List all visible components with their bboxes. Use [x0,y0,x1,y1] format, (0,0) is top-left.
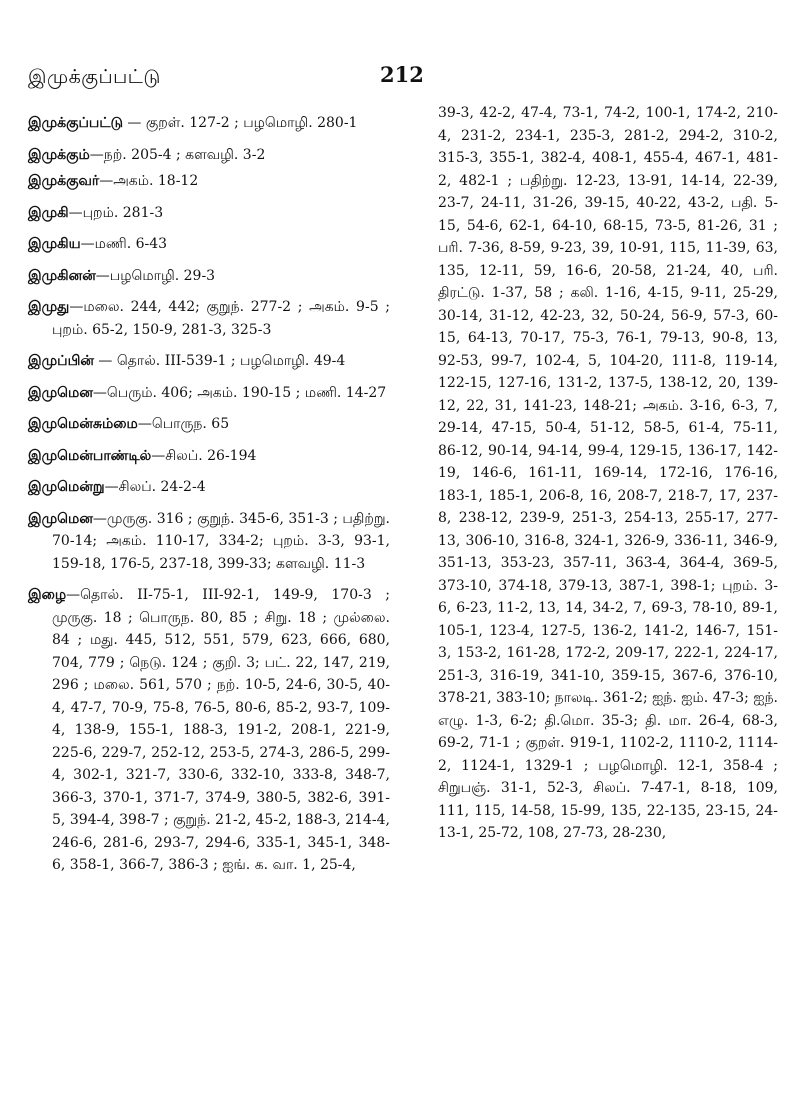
references: —பெரும். 406; அகம். 190-15 ; மணி. 14-27 [92,384,387,401]
left-column [28,112,390,877]
head-word: இமுமென [28,384,93,401]
references: — தொல். III-539-1 ; பழமொழி. 49-4 [93,353,346,369]
head-word: இமுக்கும் [28,146,90,163]
references: —தொல். II-75-1, III-92-1, 149-9, 170-3 ; முருகு. 18 ; பொருந. 80, 85 ; சிறு. 18 ; முல்லை. 84 ; மது. 445, 512, 551, 579, 623, 666, 680, 704, 779 ; நெடு. 124 ; குறி. 3; பட். 22, 147, 219, 296 ; மலை. 561, 570 ; நற். 10-5, 24-6, 30-5, 40-4, 47-7, 70-9, 75-8, 76-5, 80-6, 85-2, 93-7, 109-4, 138-9, 155-1, 188-3, 191-2, 208-1, 221-9, 225-6, 229-7, 252-12, 253-5, 274-3, 286-5, 299-4, 302-1, 321-7, 330-6, 332-10, 333-8, 348-7, 366-3, 370-1, 371-7, 374-9, 380-5, 382-6, 391-5, 394-4, 398-7 ; குறுந். 21-2, 45-2, 188-3, 214-4, 246-6, 281-6, 293-7, 294-6, 335-1, 345-1, 348-6, 358-1, 366-7, 386-3 ; ஐங். க. வா. 1, 25-4, [52,587,390,873]
references: —பழமொழி. 29-3 [95,267,216,284]
page-number: 212 [380,62,424,87]
head-word: இமுப்பின் [28,353,94,369]
index-entry [28,584,390,877]
index-entry [28,296,390,341]
head-word: இமுகி [28,204,69,221]
references: —அகம். 18-12 [99,173,199,189]
index-entry [28,233,390,256]
index-entry [28,170,390,193]
head-word: இமுமென்பாண்டில் [28,447,152,464]
references: —முருகு. 316 ; குறுந். 345-6, 351-3 ; பதிற்று. 70-14; அகம். 110-17, 334-2; புறம். 3-3, 93-1, 159-18, 176-5, 237-18, 399-33; களவழி. 11-3 [52,510,390,572]
right-column [418,102,778,845]
references: —நற். 205-4 ; களவழி. 3-2 [89,146,266,163]
head-word: இமுக்குப்பட்டு [28,115,123,131]
head-word: இமுக்குவர் [28,173,100,189]
head-word: இமுமென்று [28,479,105,495]
references: —புறம். 281-3 [68,204,164,221]
index-entry [28,445,390,468]
index-entry [28,508,390,576]
page-header [28,62,772,102]
head-word: இமுகினன் [28,267,96,284]
references: —பொருந. 65 [137,416,230,432]
head-word: இமுமென [28,510,93,527]
head-word: இமுது [28,299,70,315]
index-entry [28,265,390,288]
index-entry [28,144,390,167]
head-word: இமுமென்சும்மை [28,416,138,432]
index-entry [28,350,390,373]
references: —சிலப். 26-194 [151,447,257,464]
references: —சிலப். 24-2-4 [104,479,206,495]
index-entry [28,413,390,436]
continued-references: 39-3, 42-2, 47-4, 73-1, 74-2, 100-1, 174-2, 210-4, 231-2, 234-1, 235-3, 281-2, 294-2, 310-2, 315-3, 355-1, 382-4, 408-1, 455-4, 467-1, 481-2, 482-1 ; பதிற்று. 12-23, 13-91, 14-14, 22-39, 23-7, 24-11, 31-26, 39-15, 40-22, 43-2, பதி. 5-15, 54-6, 62-1, 64-10, 68-15, 73-5, 81-26, 31 ; பரி. 7-36, 8-59, 9-23, 39, 10-91, 115, 11-39, 63, 135, 12-11, 59, 16-6, 20-58, 21-24, 40, பரி. திரட்டு. 1-37, 58 ; கலி. 1-16, 4-15, 9-11, 25-29, 30-14, 31-12, 42-23, 32, 50-24, 56-9, 57-3, 60-15, 64-13, 70-17, 75-3, 76-1, 79-13, 90-8, 13, 92-53, 99-7, 102-4, 5, 104-20, 111-8, 119-14, 122-15, 127-16, 131-2, 137-5, 138-12, 20, 139-12, 22, 31, 141-23, 148-21; அகம். 3-16, 6-3, 7, 29-14, 47-15, 50-4, 51-12, 58-5, 61-4, 75-11, 86-12, 90-14, 94-14, 99-4, 129-15, 136-17, 142-19, 146-6, 161-11, 169-14, 172-16, 176-16, 183-1, 185-1, 206-8, 16, 208-7, 218-7, 17, 237-8, 238-12, 239-9, 251-3, 254-13, 255-17, 277-13, 306-10, 316-8, 324-1, 326-9, 336-11, 346-9, 351-13, 353-23, 357-11, 363-4, 364-4, 369-5, 373-10, 374-18, 379-13, 387-1, 398-1; புறம். 3-6, 6-23, 11-2, 13, 14, 34-2, 7, 69-3, 78-10, 89-1, 105-1, 123-4, 127-5, 136-2, 141-2, 146-7, 151-3, 153-2, 161-28, 172-2, 209-17, 222-1, 224-17, 251-3, 316-19, 341-10, 359-15, 367-6, 376-10, 378-21, 383-10; நாலடி. 361-2; ஐந். ஐம். 47-3; ஐந். எழு. 1-3, 6-2; தி.மொ. 35-3; தி. மா. 26-4, 68-3, 69-2, 71-1 ; குறள். 919-1, 1102-2, 1110-2, 1114-2, 1124-1, 1329-1 ; பழமொழி. 12-1, 358-4 ; சிறுபஞ். 31-1, 52-3, சிலப். 7-47-1, 8-18, 109, 111, 115, 14-58, 15-99, 135, 22-135, 23-15, 24-13-1, 25-72, 108, 27-73, 28-230, [438,105,778,841]
index-entry [28,202,390,225]
head-word: இழை [28,587,67,603]
running-head: இமுக்குப்பட்டு [28,66,161,88]
references: —மலை. 244, 442; குறுந். 277-2 ; அகம். 9-5 ; புறம். 65-2, 150-9, 281-3, 325-3 [52,299,390,338]
index-entry [28,112,390,135]
head-word: இமுகிய [28,236,81,252]
index-entry [28,476,390,499]
index-entry [28,382,390,405]
references: —மணி. 6-43 [80,236,168,252]
references: — குறள். 127-2 ; பழமொழி. 280-1 [122,115,358,131]
